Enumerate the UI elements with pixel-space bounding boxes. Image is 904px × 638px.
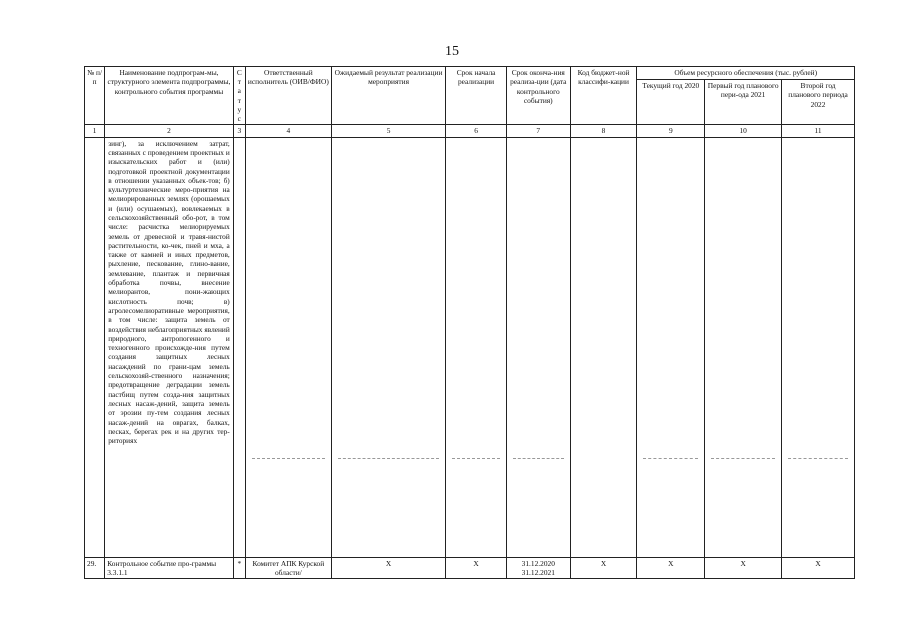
row-code: X (570, 557, 637, 579)
row-2021: X (705, 557, 782, 579)
table-row (85, 557, 855, 579)
header-executor: Ответственный исполнитель (ОИВ/ФИО) (245, 67, 331, 125)
column-number: 6 (446, 125, 507, 137)
column-number: 8 (570, 125, 637, 137)
row-executor: Комитет АПК Курской области/ (245, 557, 331, 579)
row-end (506, 557, 570, 579)
row-result: X (331, 557, 445, 579)
dashed-line (513, 458, 564, 459)
header-end: Срок оконча-ния реализа-ции (дата контрольного события) (506, 67, 570, 125)
header-2021: Первый год планового пери-ода 2021 (705, 79, 782, 124)
body-row (85, 137, 855, 557)
program-table (84, 66, 855, 579)
body-cell (85, 137, 105, 557)
body-cell (233, 137, 245, 557)
column-number: 2 (105, 125, 234, 137)
column-number: 4 (245, 125, 331, 137)
dashed-line (338, 458, 439, 459)
column-number: 1 (85, 125, 105, 137)
header-code: Код бюджет-ной классифи-кации (570, 67, 637, 125)
column-number: 9 (637, 125, 705, 137)
body-cell (245, 137, 331, 557)
header-row (85, 67, 855, 80)
column-number: 10 (705, 125, 782, 137)
row-2020: X (637, 557, 705, 579)
row-start: X (446, 557, 507, 579)
header-2022: Второй год планового периода 2022 (782, 79, 855, 124)
column-number: 11 (782, 125, 855, 137)
body-cell (782, 137, 855, 557)
body-cell (570, 137, 637, 557)
dashed-line (452, 458, 500, 459)
header-status: С т а т у с (233, 67, 245, 125)
header-resource-group: Объем ресурсного обеспечения (тыс. рублей) (637, 67, 855, 80)
body-cell (446, 137, 507, 557)
row-name: Контрольное событие про-граммы 3.3.1.1 (105, 557, 234, 579)
body-text: зинг), за исключением затрат, связанных с проведением проектных и изыскательских работ и (или) подготовкой проектной документации в отношении указанных объек-тов; б) культуртехнические меро-приятия на мелиорированных землях (орошаемых и (или) осушаемых), вовлекаемых в сельскохозяйственный обо-рот, в том числе: расчистка мелиорируемых земель от древесной и травя-нистой растительности, ко-чек, пней и мха, а также от камней и иных предметов, рыхление, пескование, глино-вание, землевание, плантаж и первичная обработка почвы, внесение мелиорантов, пони-жающих кислотность почв; в) агролесомелиоративные мероприятия, в том числе: защита земель от воздействия неблагоприятных явлений природного, антропогенного и техногенного происхожде-ния путем создания защитных лесных насаждений по грани-цам земель сельскохозяй-ственного назначения; предотвращение деградации земель пастбищ путем созда-ния защитных лесных насаж-дений, защита земель от эрозии пу-тем создания лесных насаж-дений на оврагах, балках, песках, берегах рек и на других тер-риториях (105, 137, 234, 557)
row-status: * (233, 557, 245, 579)
header-start: Срок начала реализации (446, 67, 507, 125)
body-cell (331, 137, 445, 557)
row-end-date-1: 31.12.2020 (521, 558, 555, 568)
row-2022: X (782, 557, 855, 579)
column-number: 3 (233, 125, 245, 137)
dashed-line (252, 458, 325, 459)
header-num: № п/п (85, 67, 105, 125)
row-num: 29. (85, 557, 105, 579)
body-cell (705, 137, 782, 557)
dashed-line (788, 458, 848, 459)
column-number-row (85, 125, 855, 137)
page-number: 15 (445, 44, 459, 59)
row-end-date-2: 31.12.2021 (521, 568, 555, 578)
header-2020: Текущий год 2020 (637, 79, 705, 124)
header-name: Наименование подпрограм-мы, структурного элемента подпрограммы, контрольного события программы (105, 67, 234, 125)
dashed-line (711, 458, 775, 459)
header-result: Ожидаемый результат реализации мероприятия (331, 67, 445, 125)
body-cell (637, 137, 705, 557)
column-number: 7 (506, 125, 570, 137)
body-cell (506, 137, 570, 557)
column-number: 5 (331, 125, 445, 137)
dashed-line (643, 458, 698, 459)
